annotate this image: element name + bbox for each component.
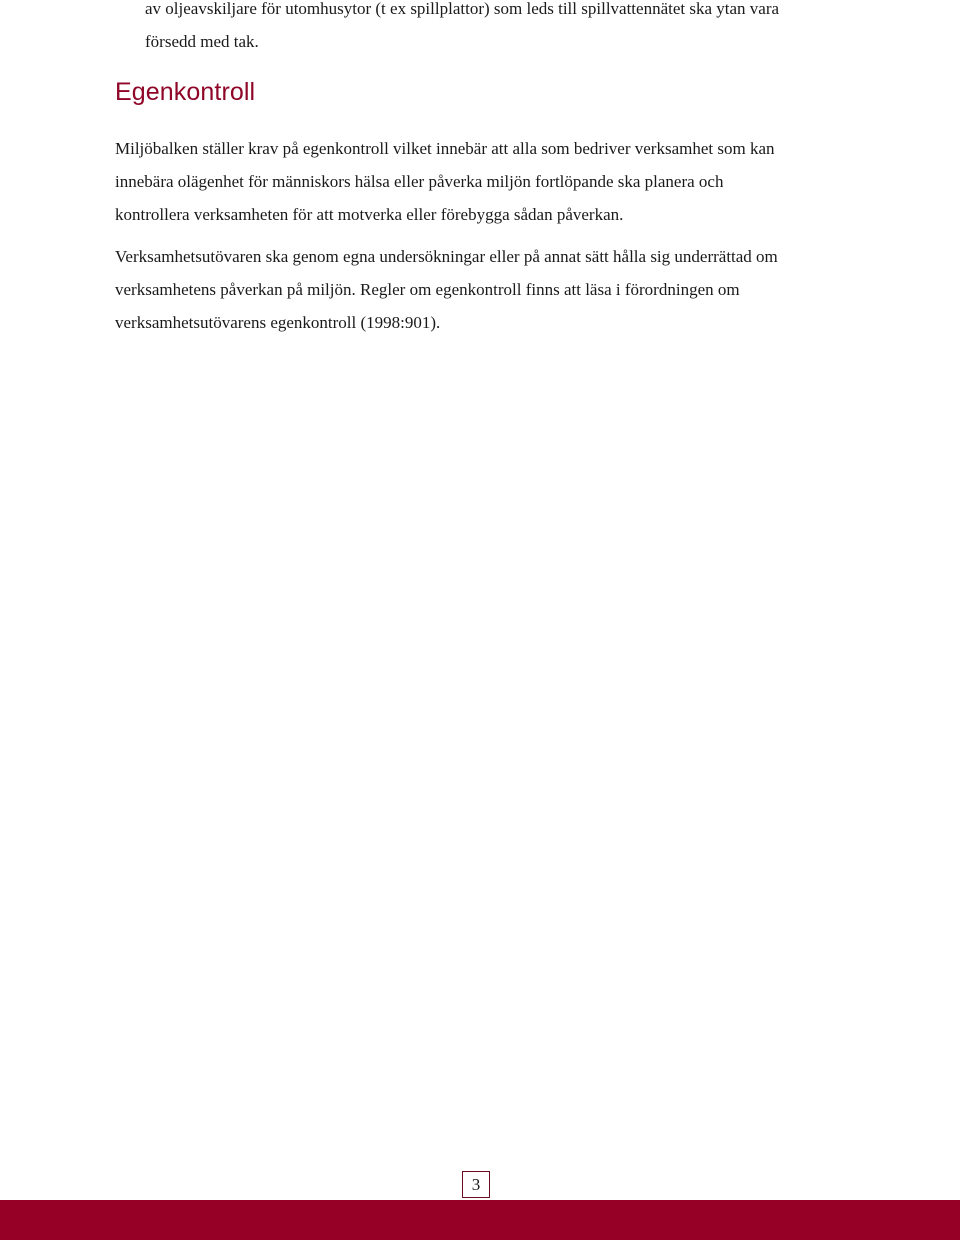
paragraph-line: verksamhetsutövarens egenkontroll (1998:901). — [115, 313, 441, 332]
paragraph-line: verksamhetens påverkan på miljön. Regler om egenkontroll finns att läsa i förordningen om — [115, 280, 740, 299]
page-number: 3 — [462, 1171, 490, 1198]
paragraph-egenkontroll-intro — [115, 132, 875, 231]
paragraph-egenkontroll-rules — [115, 240, 875, 339]
paragraph-line: kontrollera verksamheten för att motverka eller förebygga sådan påverkan. — [115, 205, 624, 224]
continuation-line-2: försedd med tak. — [145, 32, 259, 51]
section-heading: Egenkontroll — [115, 78, 256, 106]
paragraph-line: Verksamhetsutövaren ska genom egna undersökningar eller på annat sätt hålla sig underrättad om — [115, 247, 778, 266]
continuation-line-1: av oljeavskiljare för utomhusytor (t ex spillplattor) som leds till spillvattennätet ska ytan vara — [145, 0, 780, 18]
paragraph-line: innebära olägenhet för människors hälsa eller påverka miljön fortlöpande ska planera och — [115, 172, 724, 191]
paragraph-line: Miljöbalken ställer krav på egenkontroll vilket innebär att alla som bedriver verksamhet som kan — [115, 139, 775, 158]
footer-bar — [0, 1200, 960, 1240]
